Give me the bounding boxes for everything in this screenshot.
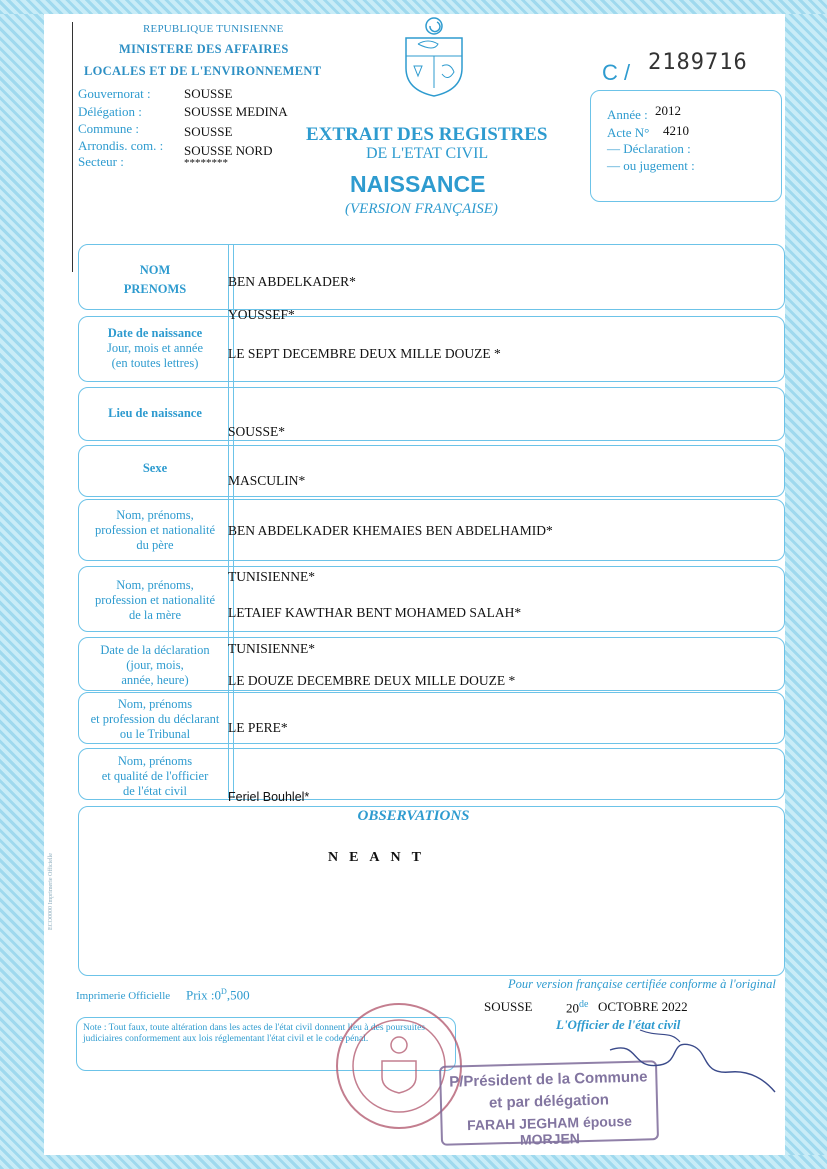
label-nom: NOM PRENOMS — [123, 263, 187, 296]
date-day: 20de — [566, 999, 589, 1016]
observations-box — [78, 806, 785, 976]
annee-label: Année : — [607, 107, 648, 122]
stamp-line-2: et par délégation — [488, 1091, 610, 1112]
value-prenoms: YOUSSEF* — [228, 307, 295, 322]
delegation-value: SOUSSE MEDINA — [184, 104, 288, 119]
serial-number: 2189716 — [648, 50, 748, 75]
value-nom: BEN ABDELKADER* — [228, 274, 356, 289]
value-sexe: MASCULIN* — [228, 473, 306, 488]
label-date-naissance: Date de naissance Jour, mois et année (en toutes lettres) — [106, 326, 203, 370]
gouvernorat-value: SOUSSE — [184, 86, 233, 101]
decorative-border-top — [0, 0, 827, 14]
delegation-label: Délégation : — [78, 104, 142, 119]
republic-label: REPUBLIQUE TUNISIENNE — [143, 23, 284, 35]
annee-value: 2012 — [655, 103, 681, 118]
serial-prefix: C / — [602, 60, 631, 85]
register-info-box — [590, 90, 782, 202]
secteur-value: ******** — [184, 157, 228, 169]
arrondissement-value: SOUSSE NORD — [184, 143, 273, 158]
ministry-line2: LOCALES ET DE L'ENVIRONNEMENT — [84, 64, 322, 78]
legal-note-text: Note : Tout faux, toute altération dans les actes de l'état civil donnent lieu à des poursuites judiciaires conformement aux lois réglementant l'état civil et le code pénal. — [83, 1023, 425, 1044]
value-mere-nationalite: TUNISIENNE* — [228, 641, 315, 656]
label-pere: Nom, prénoms, profession et nationalité du père — [94, 508, 216, 552]
decorative-border-right — [785, 0, 827, 1169]
label-lieu-naissance: Lieu de naissance — [108, 406, 202, 420]
value-declarant: LE PERE* — [228, 720, 288, 735]
declaration-label: — Déclaration : — [607, 141, 691, 156]
commune-value: SOUSSE — [184, 124, 233, 139]
label-sexe: Sexe — [142, 461, 168, 475]
gouvernorat-label: Gouvernorat : — [78, 86, 151, 101]
value-officier: Feriel Bouhlel* — [228, 790, 310, 804]
side-print-code: ECO0000 Imprimerie Officielle — [48, 853, 54, 930]
observations-title: OBSERVATIONS — [357, 808, 470, 824]
arrondissement-label: Arrondis. com. : — [78, 138, 164, 153]
value-mere: LETAIEF KAWTHAR BENT MOHAMED SALAH* — [228, 605, 522, 620]
value-date-naissance: LE SEPT DECEMBRE DEUX MILLE DOUZE * — [228, 346, 501, 361]
label-officier: Nom, prénoms et qualité de l'officier de l'état civil — [101, 754, 209, 798]
value-date-declaration: LE DOUZE DECEMBRE DEUX MILLE DOUZE * — [228, 673, 516, 688]
ministry-line1: MINISTERE DES AFFAIRES — [119, 42, 289, 56]
officer-signature — [600, 1010, 780, 1100]
decorative-border-bottom — [0, 1155, 827, 1169]
decorative-border-left — [0, 0, 44, 1169]
commune-label: Commune : — [78, 121, 140, 136]
margin-line — [72, 22, 73, 272]
value-lieu-naissance: SOUSSE* — [228, 424, 286, 439]
value-pere: BEN ABDELKADER KHEMAIES BEN ABDELHAMID* — [228, 523, 553, 538]
price-label: Prix $:0^D,500$ — [186, 987, 250, 1003]
document-title: EXTRAIT DES REGISTRES — [306, 124, 548, 145]
jugement-label: — ou jugement : — [607, 158, 695, 173]
document-version: (VERSION FRANÇAISE) — [345, 201, 498, 217]
imprimerie-label: Imprimerie Officielle — [76, 990, 171, 1002]
secteur-label: Secteur : — [78, 154, 124, 169]
place-value: SOUSSE — [484, 999, 533, 1014]
label-mere: Nom, prénoms, profession et nationalité de la mère — [94, 578, 216, 622]
label-declarant: Nom, prénoms et profession du déclarant ou le Tribunal — [90, 697, 220, 741]
officer-title: L'Officier de l'état civil — [556, 1017, 681, 1032]
acte-label: Acte N° — [607, 125, 650, 140]
certified-statement: Pour version française certifiée conforme à l'original — [508, 977, 776, 991]
acte-value: 4210 — [663, 123, 689, 138]
stamp-line-3: FARAH JEGHAM épouse MORJEN — [466, 1112, 633, 1148]
date-month-year: OCTOBRE 2022 — [598, 999, 688, 1014]
document-type: NAISSANCE — [350, 171, 486, 197]
value-pere-nationalite: TUNISIENNE* — [228, 569, 315, 584]
label-date-declaration: Date de la déclaration (jour, mois, année, heure) — [100, 643, 210, 687]
coat-of-arms-emblem — [400, 16, 468, 96]
observations-value: NEANT — [327, 850, 432, 865]
stamp-line-1: P/Président de la Commune — [448, 1068, 648, 1091]
document-subtitle: DE L'ETAT CIVIL — [366, 145, 489, 162]
